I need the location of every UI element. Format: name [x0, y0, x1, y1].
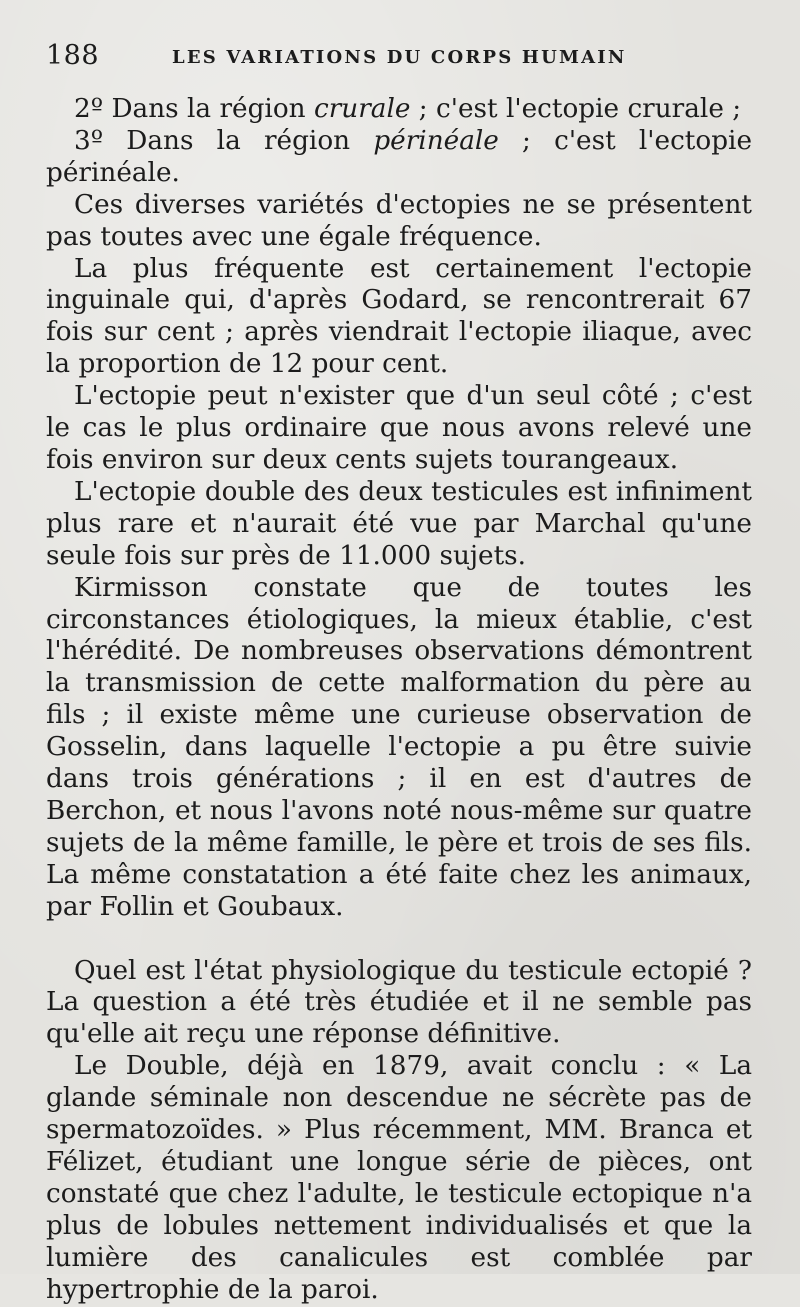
paragraph-crurale — [46, 94, 752, 126]
paragraph-double: L'ectopie double des deux testicules est infiniment plus rare et n'aurait été vue par Marchal qu'une seule fois sur près de 11.000 sujets. — [46, 476, 752, 571]
paragraph-frequence: La plus fréquente est certainement l'ectopie inguinale qui, d'après Godard, se rencontrerait 67 fois sur cent ; après viendrait l'ectopie iliaque, avec la proportion de 12 pour cent. — [46, 253, 752, 380]
body-text — [46, 94, 752, 1307]
paragraph-heredite: Kirmisson constate que de toutes les circonstances étiologiques, la mieux établie, c'est l'hérédité. De nombreuses observations démontrent la transmission de cette malformation du père au fils ; il existe même une curieuse observation de Gosselin, dans laquelle l'ectopie a pu être suivie dans trois générations ; il en est d'autres de Berchon, et nous l'avons noté nous-même sur quatre sujets de la même famille, le père et trois de ses fils. La même constatation a été faite chez les animaux, par Follin et Goubaux. — [46, 572, 752, 922]
paragraph-perineale-tail: ; c'est l'ectopie périnéale. — [46, 125, 753, 188]
paragraph-crurale-lead: 2º Dans la région — [74, 94, 314, 124]
paragraph-varietes: Ces diverses variétés d'ectopies ne se présentent pas toutes avec une égale fréquence. — [46, 189, 752, 252]
paragraph-crurale-tail: ; c'est l'ectopie crurale ; — [410, 94, 742, 124]
paragraph-perineale-lead: 3º Dans la région — [74, 125, 374, 156]
running-head — [46, 38, 754, 78]
page-number: 188 — [46, 40, 100, 71]
paragraph-unilaterale: L'ectopie peut n'exister que d'un seul côté ; c'est le cas le plus ordinaire que nous avons relevé une fois environ sur deux cents sujets tourangeaux. — [46, 381, 752, 475]
term-crurale: crurale — [313, 94, 411, 124]
paragraph-le-double: Le Double, déjà en 1879, avait conclu : « La glande séminale non descendue ne sécrète pas de spermatozoïdes. » Plus récemment, MM. Branca et Félizet, étudiant une longue série de pièces, ont constaté que chez l'adulte, le testicule ectopique n'a plus de lobules nettement individualisés et que la lumière des canalicules est comblée par hypertrophie de la paroi. — [46, 1051, 752, 1305]
paragraph-perineale — [46, 126, 752, 190]
paragraph-physiologie: Quel est l'état physiologique du testicule ectopié ? La question a été très étudiée et il ne semble pas qu'elle ait reçu une réponse définitive. — [46, 955, 752, 1050]
term-perineale: périnéale — [373, 125, 499, 156]
running-title: LES VARIATIONS DU CORPS HUMAIN — [172, 47, 627, 68]
